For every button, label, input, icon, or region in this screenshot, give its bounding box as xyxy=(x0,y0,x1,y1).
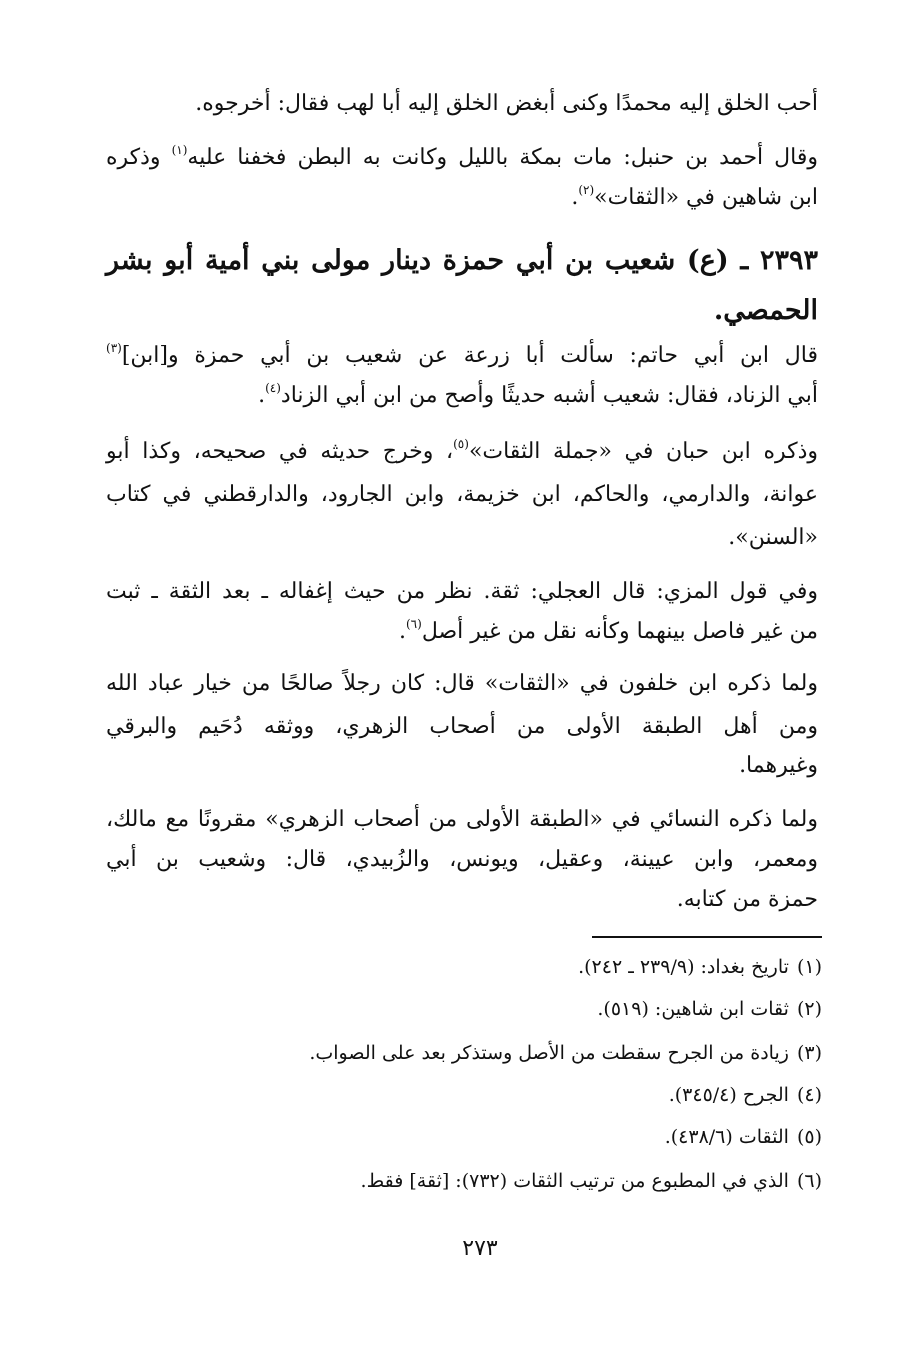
paragraph-line: «السنن». xyxy=(728,525,818,550)
footnote xyxy=(361,1165,822,1197)
paragraph-line: أحب الخلق إليه محمدًا وكنى أبغض الخلق إليه أبا لهب فقال: أخرجوه. xyxy=(195,91,818,116)
footnote xyxy=(309,1037,822,1069)
footnote-ref: (١) xyxy=(171,143,188,157)
footnote-number: (٥) xyxy=(796,1126,822,1148)
paragraph-line: ولما ذكره ابن خلفون في «الثقات» قال: كان رجلاً صالحًا من خيار عباد الله xyxy=(106,671,818,696)
footnote-ref: (٣) xyxy=(106,341,122,355)
footnote-text: الثقات (٤٣٨/٦). xyxy=(664,1126,789,1148)
paragraph-line: ابن شاهين في «الثقات»$^{(٢)}$. xyxy=(571,183,818,210)
footnote-number: (١) xyxy=(796,956,822,978)
paragraph-line: من غير فاصل بينهما وكأنه نقل من غير أصل$^{(٦)}$. xyxy=(398,617,818,644)
footnote xyxy=(665,1121,822,1153)
footnote-number: (٦) xyxy=(796,1170,822,1192)
footnote-text: زيادة من الجرح سقطت من الأصل وستذكر بعد على الصواب. xyxy=(309,1042,789,1064)
paragraph-line: وذكره ابن حبان في «جملة الثقات»$^{(٥)}$، وخرج حديثه في صحيحه، وكذا أبو xyxy=(106,437,818,464)
footnote xyxy=(597,993,822,1025)
footnote-ref: (٦) xyxy=(405,617,422,631)
paragraph-line: أبي الزناد، فقال: شعيب أشبه حديثًا وأصح من ابن أبي الزناد$^{(٤)}$. xyxy=(258,381,818,408)
paragraph-line: وغيرهما. xyxy=(739,753,818,778)
footnote xyxy=(578,951,822,983)
page-number: ٢٧٣ xyxy=(462,1236,498,1261)
footnote-number: (٤) xyxy=(796,1084,822,1106)
paragraph-line: وقال أحمد بن حنبل: مات بمكة بالليل وكانت به البطن فخفنا عليه$^{(١)}$ وذكره xyxy=(106,143,818,170)
footnote-ref: (٥) xyxy=(453,437,469,451)
paragraph-line: ولما ذكره النسائي في «الطبقة الأولى من أصحاب الزهري» مقرونًا مع مالك، xyxy=(106,807,818,832)
entry-heading: ٢٣٩٣ ـ (ع) شعيب بن أبي حمزة دينار مولى بني أمية أبو بشر xyxy=(106,245,818,276)
paragraph-line: قال ابن أبي حاتم: سألت أبا زرعة عن شعيب بن أبي حمزة و[ابن]$^{(٣)}$ xyxy=(106,341,818,368)
footnote-number: (٢) xyxy=(796,998,822,1020)
footnote xyxy=(669,1079,822,1111)
footnote-ref: (٤) xyxy=(265,381,281,395)
paragraph-line: ومن أهل الطبقة الأولى من أصحاب الزهري، ووثقه دُحَيم والبرقي xyxy=(106,714,818,739)
footnote-ref: (٢) xyxy=(578,183,595,197)
footnote-text: ثقات ابن شاهين: (٥١٩). xyxy=(597,998,789,1020)
footnote-separator xyxy=(592,936,822,938)
footnote-number: (٣) xyxy=(796,1042,822,1064)
paragraph-line: وفي قول المزي: قال العجلي: ثقة. نظر من حيث إغفاله ـ بعد الثقة ـ ثبت xyxy=(106,579,818,604)
entry-heading: الحمصي. xyxy=(713,295,818,326)
footnote-text: تاريخ بغداد: (٢٣٩/٩ ـ ٢٤٢). xyxy=(578,956,789,978)
footnote-text: الذي في المطبوع من ترتيب الثقات (٧٣٢): [ثقة] فقط. xyxy=(360,1170,789,1192)
footnote-text: الجرح (٣٤٥/٤). xyxy=(668,1084,789,1106)
paragraph-line: حمزة من كتابه. xyxy=(676,887,818,912)
paragraph-line: عوانة، والدارمي، والحاكم، ابن خزيمة، وابن الجارود، والدارقطني في كتاب xyxy=(106,482,818,507)
paragraph-line: ومعمر، وابن عيينة، وعقيل، ويونس، والزُبيدي، قال: وشعيب بن أبي xyxy=(106,847,818,872)
